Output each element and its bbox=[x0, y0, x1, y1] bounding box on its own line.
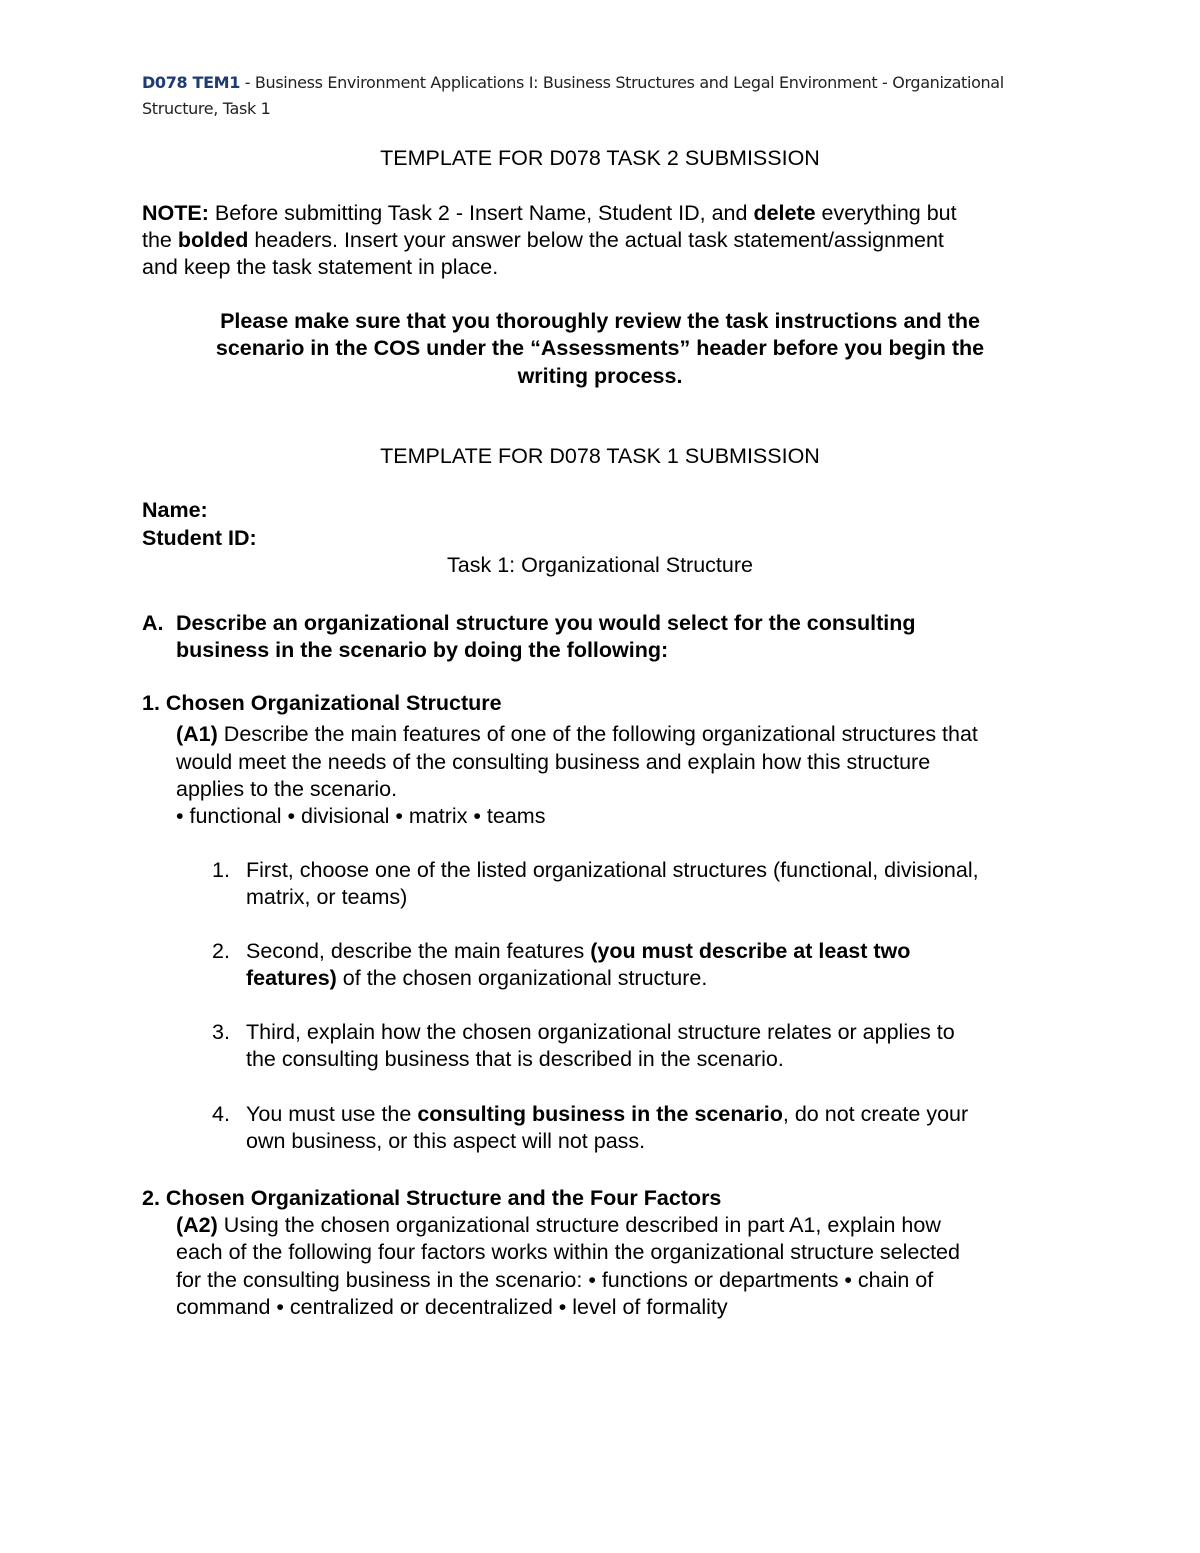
list-item-number: 1. bbox=[212, 858, 230, 882]
list-item-number: 2. bbox=[212, 939, 230, 963]
list-item-4-line1: You must use the consulting business in the scenario, do not create your bbox=[246, 1102, 969, 1126]
list-item-number: 4. bbox=[212, 1102, 230, 1126]
structure-options: • functional • divisional • matrix • teams bbox=[176, 804, 546, 828]
template-task1-title: TEMPLATE FOR D078 TASK 1 SUBMISSION bbox=[380, 444, 820, 468]
a2-line2: each of the following four factors works within the organizational structure selected bbox=[176, 1240, 960, 1264]
note-line1: NOTE: Before submitting Task 2 - Insert Name, Student ID, and delete everything but bbox=[142, 201, 957, 225]
task-heading: Task 1: Organizational Structure bbox=[447, 553, 753, 577]
note-line3: and keep the task statement in place. bbox=[142, 255, 499, 279]
a2-line1: (A2) Using the chosen organizational structure described in part A1, explain how bbox=[176, 1213, 941, 1237]
part-a-line2: business in the scenario by doing the following: bbox=[176, 638, 669, 662]
document-header-line1: D078 TEM1 - Business Environment Applications I: Business Structures and Legal Environment - Organizational bbox=[142, 73, 1004, 92]
a1-line2: would meet the needs of the consulting business and explain how this structure bbox=[176, 750, 931, 774]
template-task2-title: TEMPLATE FOR D078 TASK 2 SUBMISSION bbox=[380, 146, 820, 170]
a1-line3: applies to the scenario. bbox=[176, 777, 398, 801]
list-item-3-line2: the consulting business that is described in the scenario. bbox=[246, 1047, 784, 1071]
course-code: D078 TEM1 bbox=[142, 73, 240, 92]
list-item-1-line2: matrix, or teams) bbox=[246, 885, 408, 909]
part-a-line1: Describe an organizational structure you would select for the consulting bbox=[176, 611, 916, 635]
review-instructions-line1: Please make sure that you thoroughly review the task instructions and the bbox=[220, 309, 980, 333]
review-instructions-line3: writing process. bbox=[517, 364, 683, 388]
review-instructions-line2: scenario in the COS under the “Assessments” header before you begin the bbox=[215, 336, 985, 360]
list-item-3-line1: Third, explain how the chosen organizational structure relates or applies to bbox=[246, 1020, 955, 1044]
a1-line1: (A1) Describe the main features of one of the following organizational structures that bbox=[176, 722, 978, 746]
document-header-line2: Structure, Task 1 bbox=[142, 99, 271, 118]
a2-line4: command • centralized or decentralized • level of formality bbox=[176, 1295, 728, 1319]
list-item-number: 3. bbox=[212, 1020, 230, 1044]
list-item-4-line2: own business, or this aspect will not pass. bbox=[246, 1129, 646, 1153]
section2-heading: 2. Chosen Organizational Structure and the Four Factors bbox=[142, 1186, 722, 1210]
note-line2: the bolded headers. Insert your answer below the actual task statement/assignment bbox=[142, 228, 944, 252]
list-item-1-line1: First, choose one of the listed organizational structures (functional, divisional, bbox=[246, 858, 979, 882]
section1-heading: 1. Chosen Organizational Structure bbox=[142, 691, 502, 715]
list-item-2-line1: Second, describe the main features (you must describe at least two bbox=[246, 939, 911, 963]
part-a-marker: A. bbox=[142, 611, 164, 635]
name-label: Name: bbox=[142, 498, 208, 522]
list-item-2-line2: features) of the chosen organizational structure. bbox=[246, 966, 708, 990]
student-id-label: Student ID: bbox=[142, 526, 257, 550]
a2-line3: for the consulting business in the scenario: • functions or departments • chain of bbox=[176, 1268, 934, 1292]
